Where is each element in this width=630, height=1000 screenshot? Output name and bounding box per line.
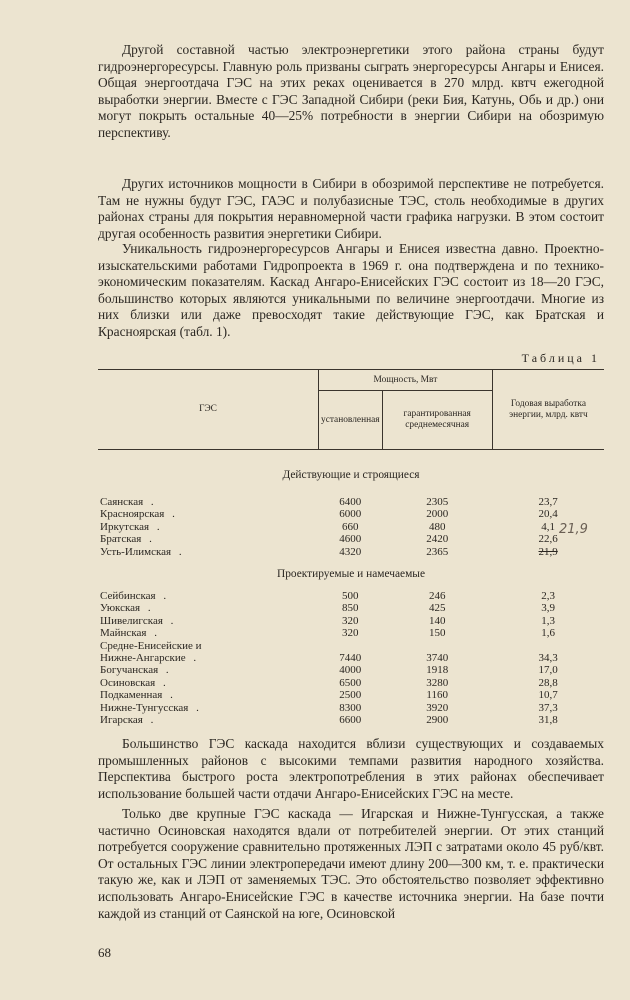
installed-power-cell: 2500 xyxy=(339,689,362,702)
station-name-cell xyxy=(98,652,319,664)
station-name: Красноярская xyxy=(100,508,165,521)
station-name: Игарская xyxy=(100,714,143,727)
table-row xyxy=(98,689,604,701)
installed-power-cell: 320 xyxy=(342,614,359,627)
installed-power-cell: 850 xyxy=(342,602,359,615)
table-row xyxy=(98,652,604,664)
table-row xyxy=(98,664,604,676)
annual-output-cell: 23,7 xyxy=(538,496,558,508)
annual-output-cell: 31,8 xyxy=(538,714,558,727)
header-annual-output: Годовая выработка энергии, млрд. квтч xyxy=(492,370,604,450)
header-power-group: Мощность, Мвт xyxy=(319,370,493,391)
station-name-cell xyxy=(98,590,319,602)
table-row xyxy=(98,496,604,508)
station-name-cell xyxy=(98,533,319,545)
leader-dots: . xyxy=(151,520,163,533)
guaranteed-power-cell: 1160 xyxy=(426,689,448,702)
leader-dots: . xyxy=(187,652,200,665)
annual-output-cell: 1,3 xyxy=(541,614,556,627)
station-name: Уюкская xyxy=(100,602,141,615)
annual-output-cell: 1,6 xyxy=(541,627,556,640)
paragraph-uniqueness: Уникальность гидроэнергоресурсов Ангары и Енисея известна давно. Проектно-изыскательскими работами Гидропроекта в 1969 г. она подтверждена и по технико-экономическим показателям. Каскад Ангаро-Енисейских ГЭС состоит из 18—20 ГЭС, большинство которых являются уникальными по величине энергоотдачи. Многие из них близки или даже превосходят такие действующие ГЭС, как Братская и Красноярская (табл. 1). xyxy=(98,241,604,339)
annual-output-cell: 28,8 xyxy=(538,676,558,689)
page-number: 68 xyxy=(98,945,111,960)
section-existing: Действующие и строящиеся xyxy=(282,468,420,481)
leader-dots: . xyxy=(160,664,172,677)
table-row xyxy=(98,590,604,602)
table-row xyxy=(98,714,604,726)
station-name-cell xyxy=(98,521,319,533)
header-guaranteed: гарантированная среднемесячная xyxy=(382,391,492,450)
station-name: Саянская xyxy=(100,496,144,508)
paragraph-other-sources: Других источников мощности в Сибири в обозримой перспективе не потребуется. Там не нужны будут ГЭС, ГАЭС и полубазисные ТЭС, столь необходимые в других районах страны для покрытия неравномерной части графика нагрузки. В этом состоит другая особенность развития энергетики Сибири. xyxy=(98,176,604,241)
leader-dots: . xyxy=(143,533,155,546)
guaranteed-power-cell: 2000 xyxy=(426,508,449,521)
table-row xyxy=(98,533,604,545)
table-row xyxy=(98,640,604,652)
guaranteed-power-cell: 1918 xyxy=(426,664,449,677)
paragraph-hydro-resources: Другой составной частью электроэнергетики этого района страны будут гидроэнергоресурсы. Главную роль призваны сыграть энергоресурсы Ангары и Енисея. Общая энергоотдача ГЭС на этих реках оценивается в 270 млрд. квтч ежегодной выработки энергии. Вместе с ГЭС Западной Сибири (реки Бия, Катунь, Обь и др.) они могут покрыть остальные 40—25% потребности в энергии Сибири на обозримую перспективу. xyxy=(98,42,604,140)
station-name-cell xyxy=(98,714,319,726)
annual-output-cell: 4,1 xyxy=(541,520,556,533)
annual-output-cell: 34,3 xyxy=(538,652,558,665)
installed-power-cell: 7440 xyxy=(339,652,362,665)
installed-power-cell: 4600 xyxy=(339,533,362,546)
guaranteed-power-cell: 480 xyxy=(428,520,446,533)
leader-dots: . xyxy=(164,689,176,702)
table-row xyxy=(98,627,604,639)
installed-power-cell: 4320 xyxy=(339,545,362,558)
leader-dots: . xyxy=(173,545,185,558)
table-row xyxy=(98,546,604,558)
station-name-cell xyxy=(98,508,319,520)
handwritten-correction: 21,9 xyxy=(559,522,588,537)
guaranteed-power-cell: 140 xyxy=(428,614,446,627)
installed-power-cell: 500 xyxy=(342,590,359,603)
table-row xyxy=(98,615,604,627)
station-name-cell xyxy=(98,677,319,689)
paragraph-cascade-location: Большинство ГЭС каскада находится вблизи существующих и создаваемых промышленных районов с высокими темпами развития народного хозяйства. Перспектива быстрого роста электропотребления в этих районах обеспечивает использование большей части отдачи Ангаро-Енисейских ГЭС на месте. xyxy=(98,736,604,801)
table-caption: Таблица 1 xyxy=(521,351,600,365)
header-station: ГЭС xyxy=(98,370,319,450)
leader-dots: . xyxy=(142,602,154,615)
station-name: Богучанская xyxy=(100,664,159,677)
station-name: Нижне-Тунгусская xyxy=(100,701,189,714)
leader-dots: . xyxy=(157,676,169,689)
paragraph-remote-stations: Только две крупные ГЭС каскада — Игарская и Нижне-Тунгусская, а также частично Осиновская находятся вдали от потребителей энергии. От этих станций потребуется сооружение сравнительно протяженных ЛЭП с затратами около 45 руб/квт. От остальных ГЭС линии электропередачи имеют длину 200—300 км, т. е. практически такую же, как и ЛЭП от заменяемых ТЭС. Это обстоятельство позволяет эффективно использовать Ангаро-Енисейские ГЭС в качестве источника энергии. На базе почти каждой из станций от Саянской на юге, Осиновской xyxy=(98,806,604,921)
station-name: Майнская xyxy=(100,627,147,640)
table-row xyxy=(98,602,604,614)
station-name-cell xyxy=(98,627,319,639)
annual-output-cell xyxy=(492,640,604,652)
station-name-cell xyxy=(98,496,319,508)
section-planned: Проектируемые и намечаемые xyxy=(276,567,425,580)
installed-power-cell: 660 xyxy=(342,520,359,533)
station-name-cell xyxy=(98,546,319,558)
leader-dots: . xyxy=(190,701,202,714)
guaranteed-power-cell xyxy=(382,640,492,652)
annual-output-cell: 2,3 xyxy=(541,590,556,603)
station-name: Средне-Енисейские и xyxy=(100,639,202,652)
installed-power-cell: 6400 xyxy=(339,496,362,508)
annual-output-cell: 20,4 xyxy=(538,508,558,521)
installed-power-cell: 6600 xyxy=(339,714,362,727)
table-row xyxy=(98,702,604,714)
guaranteed-power-cell: 2365 xyxy=(426,545,449,558)
station-name-cell xyxy=(98,640,319,652)
guaranteed-power-cell: 3920 xyxy=(426,701,449,714)
annual-output-cell: 3,9 xyxy=(541,602,556,615)
table-row xyxy=(98,521,604,533)
guaranteed-power-cell: 2420 xyxy=(426,533,449,546)
station-name-cell xyxy=(98,689,319,701)
leader-dots: . xyxy=(164,614,177,627)
guaranteed-power-cell: 3280 xyxy=(426,676,449,689)
station-name: Нижне-Ангарские xyxy=(100,652,186,665)
installed-power-cell: 4000 xyxy=(339,664,362,677)
annual-output-cell: 17,0 xyxy=(538,664,558,677)
installed-power-cell: 8300 xyxy=(339,701,362,714)
leader-dots: . xyxy=(145,496,157,508)
station-name: Иркутская xyxy=(100,520,150,533)
installed-power-cell: 6500 xyxy=(339,676,362,689)
table-row xyxy=(98,508,604,520)
guaranteed-power-cell: 2305 xyxy=(426,496,449,508)
leader-dots: . xyxy=(144,714,157,727)
station-name: Усть-Илимская xyxy=(100,545,172,558)
table-row xyxy=(98,677,604,689)
station-name-cell xyxy=(98,602,319,614)
station-name-cell xyxy=(98,702,319,714)
annual-output-cell: 10,7 xyxy=(538,689,558,702)
station-name: Сейбинская xyxy=(100,590,156,603)
station-name-cell xyxy=(98,664,319,676)
installed-power-cell: 320 xyxy=(342,627,359,640)
guaranteed-power-cell: 2900 xyxy=(426,714,449,727)
station-name: Братская xyxy=(100,533,142,546)
leader-dots: . xyxy=(148,627,160,640)
guaranteed-power-cell: 246 xyxy=(428,590,446,603)
annual-output-cell: 22,6 xyxy=(538,533,558,546)
leader-dots: . xyxy=(157,590,170,603)
guaranteed-power-cell: 425 xyxy=(428,602,446,615)
guaranteed-power-cell: 150 xyxy=(428,627,446,640)
header-installed: установленная xyxy=(319,391,383,450)
guaranteed-power-cell: 3740 xyxy=(426,652,449,665)
hydro-stations-table xyxy=(98,369,604,727)
annual-output-cell: 37,3 xyxy=(538,701,558,714)
installed-power-cell xyxy=(319,640,383,652)
leader-dots: . xyxy=(166,508,178,521)
annual-output-cell: 21,9 xyxy=(538,545,558,558)
station-name: Шивелигская xyxy=(100,614,163,627)
station-name-cell xyxy=(98,615,319,627)
station-name: Подкаменная xyxy=(100,689,163,702)
station-name: Осиновская xyxy=(100,676,156,689)
installed-power-cell: 6000 xyxy=(339,508,362,521)
